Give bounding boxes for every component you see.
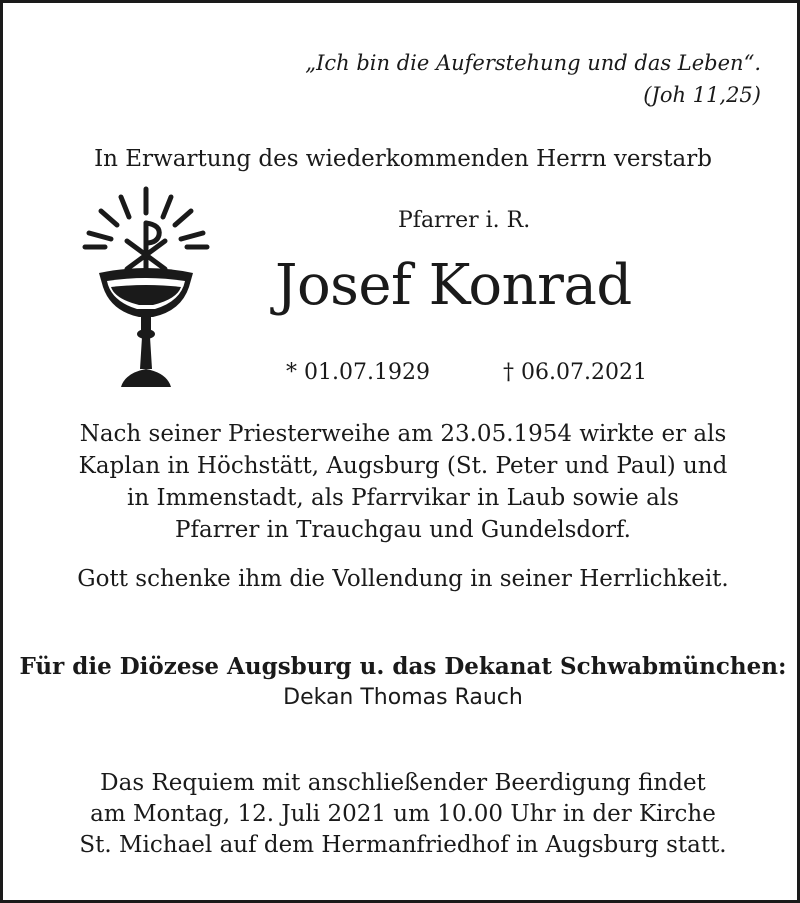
signature-person: Dekan Thomas Rauch — [283, 685, 523, 710]
blessing-text: Gott schenke ihm die Vollendung in seiner Herrlichkeit. — [77, 566, 729, 592]
biography-line: Pfarrer in Trauchgau und Gundelsdorf. — [175, 517, 631, 543]
requiem-line: Das Requiem mit anschließender Beerdigung findet — [100, 770, 706, 796]
biography — [3, 418, 800, 546]
biography-line: Kaplan in Höchstätt, Augsburg (St. Peter und Paul) und — [78, 453, 728, 479]
bible-quote: „Ich bin die Auferstehung und das Leben“. — [305, 51, 761, 75]
death-date: † 06.07.2021 — [503, 360, 647, 385]
requiem-line: am Montag, 12. Juli 2021 um 10.00 Uhr in der Kirche — [90, 801, 716, 827]
deceased-title: Pfarrer i. R. — [398, 208, 531, 233]
biography-line: in Immenstadt, als Pfarrvikar in Laub sowie als — [127, 485, 679, 511]
birth-date: * 01.07.1929 — [286, 360, 430, 385]
intro-text: In Erwartung des wiederkommenden Herrn verstarb — [94, 146, 712, 172]
biography-line: Nach seiner Priesterweihe am 23.05.1954 wirkte er als — [79, 421, 727, 447]
bible-reference: (Joh 11,25) — [643, 83, 761, 107]
deceased-name: Josef Konrad — [275, 253, 632, 318]
signature-organization: Für die Diözese Augsburg u. das Dekanat Schwabmünchen: — [19, 653, 787, 680]
requiem-details — [3, 768, 800, 861]
requiem-line: St. Michael auf dem Hermanfriedhof in Augsburg statt. — [79, 832, 727, 858]
chi-rho-chalice-icon — [81, 183, 211, 393]
